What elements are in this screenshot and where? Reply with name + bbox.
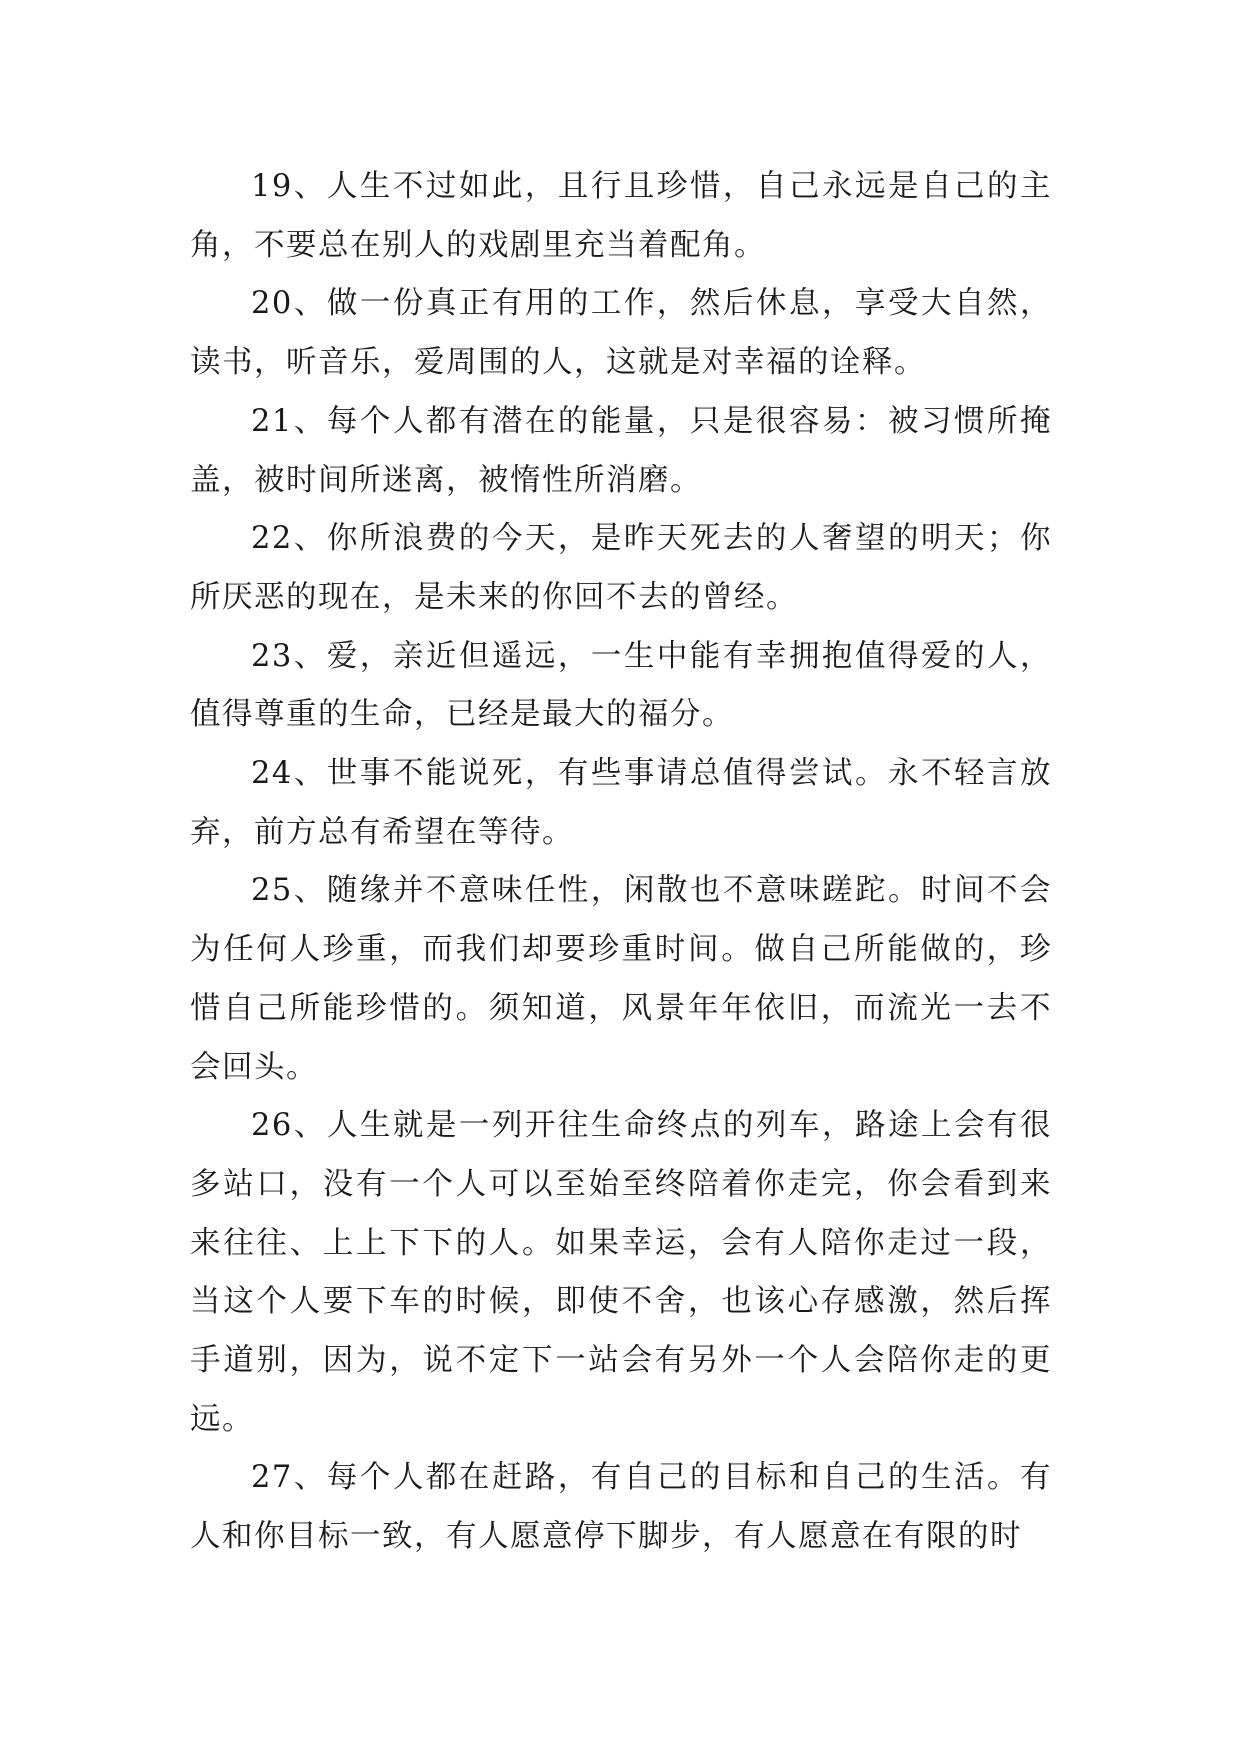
paragraph-23: 23、爱，亲近但遥远，一生中能有幸拥抱值得爱的人，值得尊重的生命，已经是最大的福分。 [190, 638, 1052, 733]
paragraph-19: 19、人生不过如此，且行且珍惜，自己永远是自己的主角，不要总在别人的戏剧里充当着配角。 [190, 169, 1052, 263]
paragraph-20: 20、做一份真正有用的工作，然后休息，享受大自然，读书，听音乐，爱周围的人，这就是对幸福的诠释。 [190, 286, 1052, 381]
paragraph-22: 22、你所浪费的今天，是昨天死去的人奢望的明天；你所厌恶的现在，是未来的你回不去的曾经。 [190, 521, 1052, 615]
paragraph-24: 24、世事不能说死，有些事请总值得尝试。永不轻言放弃，前方总有希望在等待。 [190, 756, 1052, 850]
paragraph-26: 26、人生就是一列开往生命终点的列车，路途上会有很多站口，没有一个人可以至始至终陪着你走完，你会看到来来往往、上上下下的人。如果幸运，会有人陪你走过一段，当这个人要下车的时候，即使不舍，也该心存感激，然后挥手道别，因为，说不定下一站会有另外一个人会陪你走的更远。 [190, 1108, 1052, 1437]
paragraph-21: 21、每个人都有潜在的能量，只是很容易：被习惯所掩盖，被时间所迷离，被惰性所消磨。 [190, 403, 1052, 498]
document-body [190, 158, 1052, 1567]
paragraph-27: 27、每个人都在赶路，有自己的目标和自己的生活。有人和你目标一致，有人愿意停下脚步，有人愿意在有限的时 [190, 1460, 1052, 1555]
paragraph-25: 25、随缘并不意味任性，闲散也不意味蹉跎。时间不会为任何人珍重，而我们却要珍重时间。做自己所能做的，珍惜自己所能珍惜的。须知道，风景年年依旧，而流光一去不会回头。 [190, 873, 1052, 1085]
